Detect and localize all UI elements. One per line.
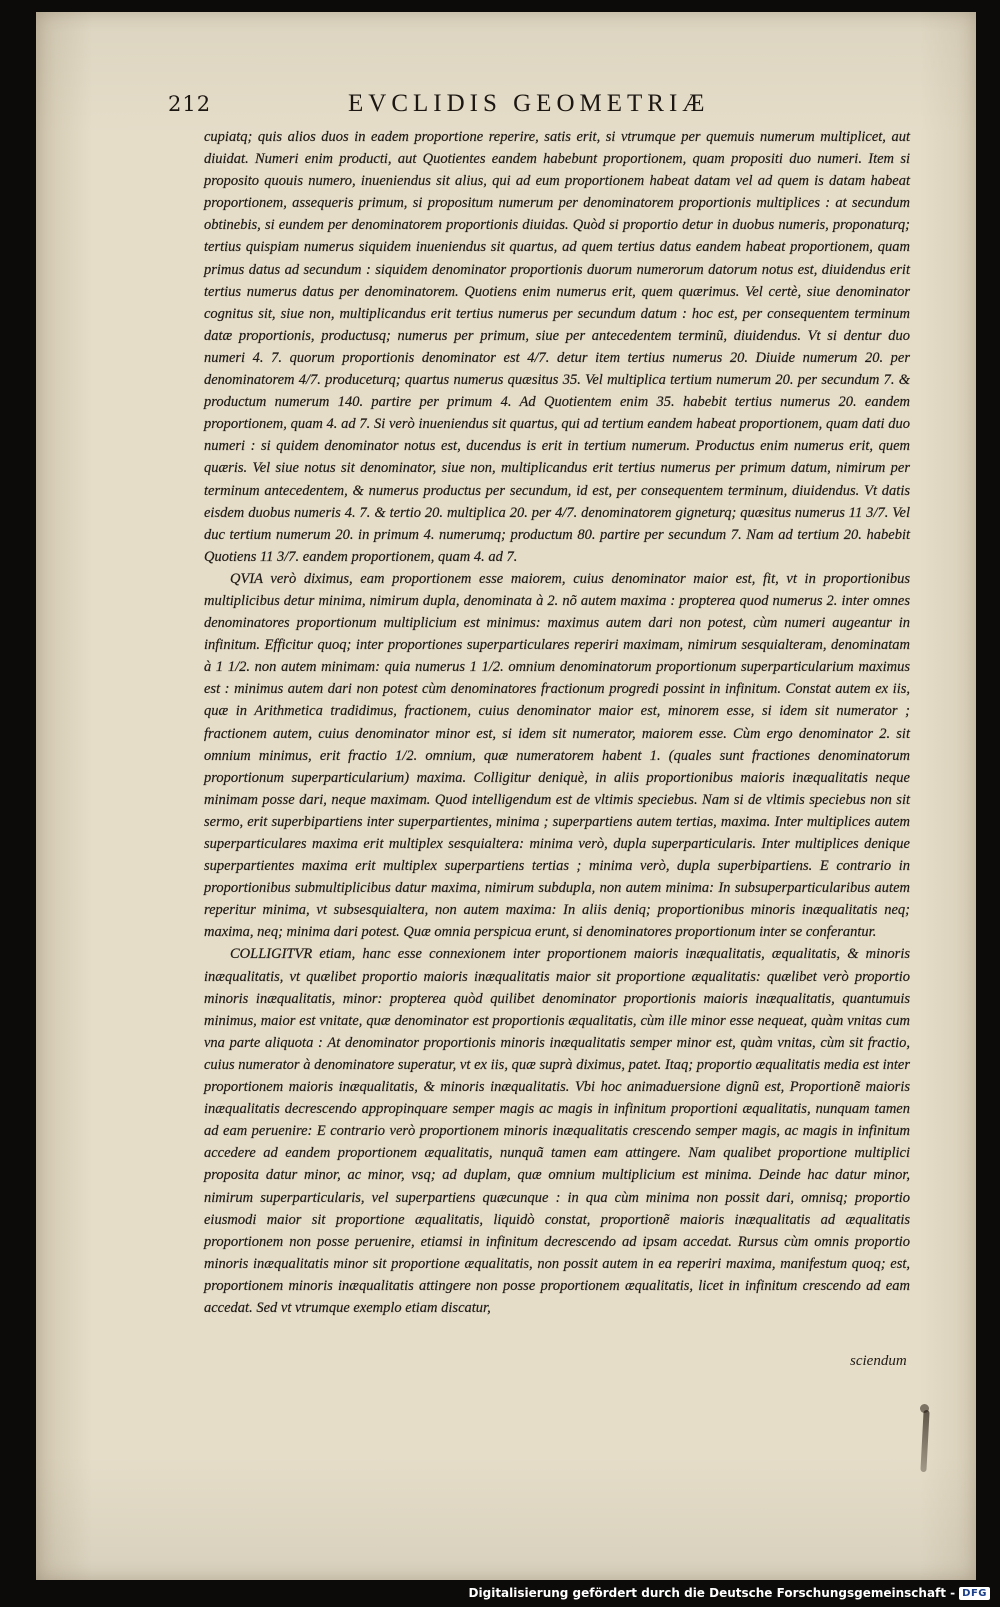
catchword: sciendum <box>850 1353 907 1369</box>
running-head <box>168 90 768 120</box>
paragraph-1: cupiatq; quis alios duos in eadem proportione reperire, satis erit, si vtrumque per quemuis numerum multiplicet, aut diuidat. Numeri enim producti, aut Quotientes eandem habebunt proportionem, quam propositi duo numeri. Item si proposito quouis numero, inueniendus sit alius, qui ad eum proportionem habeat datam vel ad quem is datam habeat proportionem, assequeris primum, si propositum numerum per denominatorem proportionis multiplices : at secundum obtinebis, si eundem per denominatorem proportionis diuidas. Quòd si proportio detur in duobus numeris, proponaturq; tertius quispiam numerus siquidem inueniendus sit quartus, ad quem tertius datus eandem habeat proportionem, quam primus datus ad secundum : siquidem denominator proportionis duorum numerorum datorum notus est, diuidendus erit tertius numerus datus per denominatorem. Quotiens enim numerus erit, quem quærimus. Vel certè, siue denominator cognitus sit, siue non, multiplicandus erit tertius numerus per secundum datum : hoc est, per consequentem terminum datæ proportionis, productusq; numerus per primum, siue per antecedentem terminũ, diuidendus. Vt si dentur duo numeri 4. 7. quorum proportionis denominator est 4/7. detur item tertius numerus 20. Diuide numerum 20. per denominatorem 4/7. produceturq; quartus numerus quæsitus 35. Vel multiplica tertium numerum 20. per secundum 7. & productum numerum 140. partire per primum 4. Ad Quotientem enim 35. habebit tertius numerus 20. eandem proportionem, quam 4. ad 7. Si verò inueniendus sit quartus, qui ad tertium eandem habeat proportionem, quam dati duo numeri : si quidem denominator notus est, ducendus is erit in tertium numerum. Productus enim numerus erit, quem quæris. Vel siue notus sit denominator, siue non, multiplicandus erit tertius numerus per primum datum, nimirum per terminum antecedentem, & numerus productus per secundum, id est, per consequentem terminum, diuidendus. Vt datis eisdem duobus numeris 4. 7. & tertio 20. multiplica 20. per 4/7. denominatorem gigneturq; quæsitus numerus 11 3/7. Vel duc tertium numerum 20. in primum 4. numerumq; productum 80. partire per secundum 7. Nam ad tertium 20. habebit Quotiens 11 3/7. eandem proportionem, quam 4. ad 7. <box>204 129 910 565</box>
page-number: 212 <box>168 92 212 116</box>
digitization-footer <box>469 1583 990 1603</box>
running-title: EVCLIDIS GEOMETRIÆ <box>348 90 710 117</box>
dfg-logo: DFG <box>959 1587 990 1600</box>
paragraph-3: COLLIGITVR etiam, hanc esse connexionem inter proportionem maioris inæqualitatis, æqualitatis, & minoris inæqualitatis, vt quælibet proportio maioris inæqualitatis maior sit proportione æqualitatis: quælibet verò proportio minoris inæqualitatis, minor: propterea quòd quilibet denominator proportionis maioris inæqualitatis, quantumuis minimus, maior est vnitate, quæ denominator est proportionis æqualitatis, cùm ille minor esse nequeat, quàm vnitas cum vna parte aliquota : At denominator proportionis minoris inæqualitatis semper minor est, quàm vnitas, cùm sit fractio, cuius numerator à denominatore superatur, vt ex iis, quæ suprà diximus, patet. Itaq; proportio æqualitatis media est inter proportionem maioris inæqualitatis, & minoris inæqualitatis. Vbi hoc animaduersione dignũ est, Proportionẽ maioris inæqualitatis decrescendo appropinquare semper magis ac magis in infinitum proportioni æqualitatis, nunquam tamen ad eam peruenire: E contrario verò proportionem minoris inæqualitatis crescendo semper magis, ac magis in infinitum accedere ad eandem proportionem æqualitatis, nunquã tamen eam attingere. Nam qualibet proportione multiplici proposita datur minor, ac minor, vsq; ad duplam, quæ omnium multiplicium est minima. Deinde hac datur minor, nimirum superparticularis, vel superpartiens quæcunque : in qua cùm minima non possit dari, omnisq; proportio eiusmodi maior sit proportione æqualitatis, liquidò constat, proportionẽ maioris inæqualitatis ad æqualitatis proportionem non posse peruenire, etiamsi in infinitum decrescendo ad ipsam accedat. Rursus cùm omnis proportio minoris inæqualitatis minor sit proportione æqualitatis, non possit autem in ea reperiri maxima, manifestum quoq; est, proportionem minoris inæqualitatis attingere non posse proportionem æqualitatis, licet in infinitum crescendo ad eam accedat. Sed vt vtrumque exemplo etiam discatur, <box>204 946 910 1316</box>
funding-credit: Digitalisierung gefördert durch die Deutsche Forschungsgemeinschaft - <box>468 1586 956 1600</box>
body-text <box>204 126 910 1319</box>
paragraph-2: QVIA verò diximus, eam proportionem esse maiorem, cuius denominator maior est, fit, vt in proportionibus multiplicibus detur minima, nimirum dupla, denominata à 2. nõ autem maxima : propterea quod numerus 2. inter omnes denominatores proportionum multiplicium est minimus: maximus autem dari non potest, cùm numeri augeantur in infinitum. Efficitur quoq; inter proportiones superparticulares reperiri maximam, nimirum sesquialteram, denominatam à 1 1/2. non autem minimam: quia numerus 1 1/2. omnium denominatorum proportionum superparticularium maximus est : minimus autem dari non potest cùm denominatores fractionum progredi possint in infinitum. Constat autem ex iis, quæ in Arithmetica tradidimus, fractionem, cuius denominator maior est, minorem esse, si idem sit numerator ; fractionem autem, cuius denominator minor est, si idem sit numerator, maiorem esse. Cùm ergo denominator 2. sit omnium minimus, erit fractio 1/2. omnium, quæ numeratorem habent 1. (quales sunt fractiones denominatorum proportionum superparticularium) maxima. Colligitur deniquè, in aliis proportionibus maioris inæqualitatis neque minimam posse dari, neque maximam. Quod intelligendum est de vltimis speciebus. Nam si de vltimis speciebus non sit sermo, erit superbipartiens inter superpartientes, minima ; superpartiens autem tertias, maxima. Inter multiplices autem superparticulares maxima erit multiplex sesquialtera: minima verò, dupla superparticularis. Inter multiplices denique superpartientes maxima erit multiplex superpartiens tertias ; minima verò, dupla superbipartiens. E contrario in proportionibus submultiplicibus datur maxima, nimirum subdupla, non autem minima: In subsuperparticularibus autem reperitur minima, vt subsesquialtera, non autem maxima: In aliis deniq; proportionibus minoris inæqualitatis neq; maxima, neq; minima dari potest. Quæ omnia perspicua erunt, si denominatores proportionum inter se conferantur. <box>204 570 910 941</box>
